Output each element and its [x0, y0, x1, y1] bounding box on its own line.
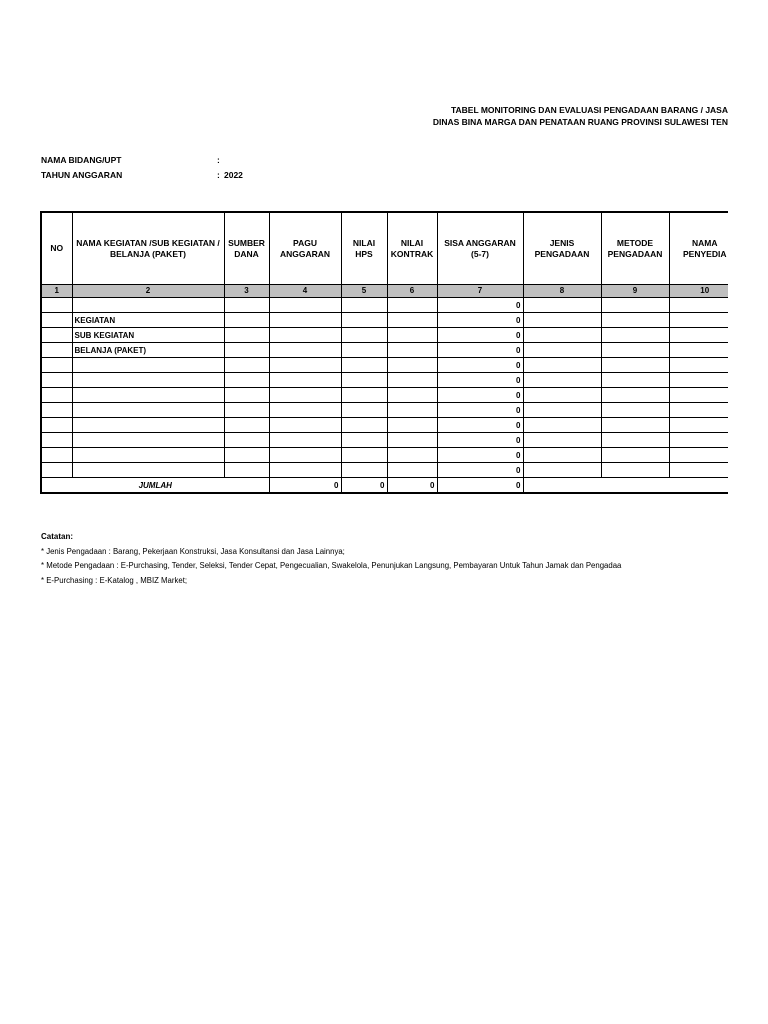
table-cell: [224, 448, 269, 463]
table-cell: [669, 388, 728, 403]
meta-bidang: [41, 155, 224, 165]
tahun-colon: :: [217, 170, 220, 180]
table-row: [41, 313, 728, 328]
table-cell: [523, 388, 601, 403]
table-cell: [41, 388, 72, 403]
cell-sisa-anggaran: 0: [437, 328, 523, 343]
table-cell: [601, 358, 669, 373]
table-cell: [224, 373, 269, 388]
total-empty: [523, 478, 728, 494]
table-cell: [41, 373, 72, 388]
table-cell: [41, 433, 72, 448]
monitoring-table: [40, 211, 728, 494]
table-cell: [269, 358, 341, 373]
table-cell: [601, 328, 669, 343]
table-cell: [269, 403, 341, 418]
header-nilai-hps: NILAI HPS: [341, 212, 387, 285]
cell-sisa-anggaran: 0: [437, 373, 523, 388]
colnum-1: 1: [41, 285, 72, 298]
table-cell: [269, 343, 341, 358]
colnum-6: 6: [387, 285, 437, 298]
table-cell: [601, 313, 669, 328]
cell-sisa-anggaran: 0: [437, 343, 523, 358]
table-cell: [601, 463, 669, 478]
table-cell: [387, 373, 437, 388]
table-cell: [669, 403, 728, 418]
cell-sisa-anggaran: 0: [437, 448, 523, 463]
monitoring-table-wrapper: [40, 211, 728, 494]
cell-sisa-anggaran: 0: [437, 403, 523, 418]
note-e-purchasing: * E-Purchasing : E-Katalog , MBIZ Market;: [41, 575, 188, 585]
table-cell: [387, 313, 437, 328]
table-cell: [523, 343, 601, 358]
header-jenis-pengadaan: JENIS PENGADAAN: [523, 212, 601, 285]
table-cell: [601, 343, 669, 358]
table-row: [41, 388, 728, 403]
table-cell: [341, 358, 387, 373]
table-cell: [269, 433, 341, 448]
table-cell: [224, 403, 269, 418]
bidang-colon: :: [217, 155, 220, 165]
header-nilai-kontrak: NILAI KONTRAK: [387, 212, 437, 285]
table-cell: [269, 313, 341, 328]
table-cell: [601, 448, 669, 463]
table-row: [41, 418, 728, 433]
table-cell: [387, 388, 437, 403]
total-label: JUMLAH: [41, 478, 269, 494]
table-cell: [41, 448, 72, 463]
table-cell: [224, 463, 269, 478]
table-cell: [224, 388, 269, 403]
table-cell: [387, 403, 437, 418]
cell-nama-kegiatan: [72, 418, 224, 433]
cell-sisa-anggaran: 0: [437, 388, 523, 403]
header-no: NO: [41, 212, 72, 285]
table-cell: [41, 298, 72, 313]
table-cell: [669, 358, 728, 373]
table-cell: [224, 358, 269, 373]
colnum-9: 9: [601, 285, 669, 298]
table-row: [41, 403, 728, 418]
total-sisa: 0: [437, 478, 523, 494]
header-nama-kegiatan: NAMA KEGIATAN /SUB KEGIATAN / BELANJA (PAKET): [72, 212, 224, 285]
table-cell: [341, 373, 387, 388]
table-cell: [523, 373, 601, 388]
table-cell: [601, 298, 669, 313]
table-cell: [523, 298, 601, 313]
note-metode-pengadaan: * Metode Pengadaan : E-Purchasing, Tender, Seleksi, Tender Cepat, Pengecualian, Swakelola, Penunjukan Langsung, Pembayaran Untuk Tahun Jamak dan Pengadaa: [41, 561, 622, 570]
cell-sisa-anggaran: 0: [437, 433, 523, 448]
table-cell: [41, 463, 72, 478]
table-cell: [269, 463, 341, 478]
table-cell: [523, 448, 601, 463]
note-jenis-pengadaan: * Jenis Pengadaan : Barang, Pekerjaan Konstruksi, Jasa Konsultansi dan Jasa Lainnya;: [41, 546, 345, 556]
cell-sisa-anggaran: 0: [437, 358, 523, 373]
table-cell: [669, 343, 728, 358]
table-cell: [41, 313, 72, 328]
table-cell: [269, 418, 341, 433]
table-cell: [523, 433, 601, 448]
table-cell: [523, 328, 601, 343]
table-cell: [269, 373, 341, 388]
table-cell: [523, 403, 601, 418]
table-cell: [341, 418, 387, 433]
table-cell: [601, 433, 669, 448]
colnum-8: 8: [523, 285, 601, 298]
table-cell: [341, 313, 387, 328]
total-pagu: 0: [269, 478, 341, 494]
table-cell: [601, 388, 669, 403]
tahun-value: 2022: [224, 170, 243, 180]
table-row: [41, 448, 728, 463]
table-cell: [341, 463, 387, 478]
table-cell: [669, 328, 728, 343]
table-cell: [601, 373, 669, 388]
table-cell: [601, 418, 669, 433]
table-cell: [387, 448, 437, 463]
cell-nama-kegiatan: [72, 358, 224, 373]
table-body: [41, 298, 728, 478]
table-row: [41, 433, 728, 448]
table-cell: [387, 463, 437, 478]
table-cell: [669, 418, 728, 433]
table-cell: [669, 313, 728, 328]
table-cell: [224, 313, 269, 328]
table-cell: [341, 448, 387, 463]
table-cell: [41, 358, 72, 373]
table-cell: [387, 433, 437, 448]
table-cell: [669, 448, 728, 463]
table-row: [41, 298, 728, 313]
table-cell: [387, 418, 437, 433]
table-cell: [669, 463, 728, 478]
table-cell: [523, 358, 601, 373]
header-sisa-anggaran: SISA ANGGARAN (5-7): [437, 212, 523, 285]
header-sumber-dana: SUMBER DANA: [224, 212, 269, 285]
cell-sisa-anggaran: 0: [437, 463, 523, 478]
meta-tahun: [41, 170, 243, 180]
table-row: [41, 373, 728, 388]
table-row: [41, 343, 728, 358]
table-cell: [224, 343, 269, 358]
cell-nama-kegiatan: [72, 373, 224, 388]
table-cell: [269, 298, 341, 313]
table-cell: [669, 373, 728, 388]
total-kontrak: 0: [387, 478, 437, 494]
colnum-2: 2: [72, 285, 224, 298]
total-hps: 0: [341, 478, 387, 494]
notes-heading: Catatan:: [41, 532, 74, 541]
table-cell: [269, 328, 341, 343]
cell-sisa-anggaran: 0: [437, 418, 523, 433]
table-cell: [387, 343, 437, 358]
table-cell: [41, 328, 72, 343]
cell-nama-kegiatan: KEGIATAN: [72, 313, 224, 328]
table-cell: [269, 448, 341, 463]
table-cell: [224, 418, 269, 433]
bidang-label: NAMA BIDANG/UPT: [41, 155, 122, 165]
table-cell: [669, 298, 728, 313]
table-cell: [341, 388, 387, 403]
table-cell: [269, 388, 341, 403]
table-row: [41, 463, 728, 478]
cell-nama-kegiatan: BELANJA (PAKET): [72, 343, 224, 358]
document-title-line2: DINAS BINA MARGA DAN PENATAAN RUANG PROVINSI SULAWESI TEN: [432, 117, 728, 127]
table-cell: [341, 403, 387, 418]
cell-sisa-anggaran: 0: [437, 313, 523, 328]
colnum-7: 7: [437, 285, 523, 298]
cell-nama-kegiatan: [72, 433, 224, 448]
table-cell: [387, 358, 437, 373]
cell-nama-kegiatan: [72, 448, 224, 463]
colnum-3: 3: [224, 285, 269, 298]
table-cell: [224, 298, 269, 313]
table-row: [41, 328, 728, 343]
cell-nama-kegiatan: [72, 298, 224, 313]
cell-nama-kegiatan: [72, 388, 224, 403]
table-cell: [41, 403, 72, 418]
colnum-4: 4: [269, 285, 341, 298]
table-cell: [523, 418, 601, 433]
table-header-row: [41, 212, 728, 285]
table-cell: [41, 418, 72, 433]
tahun-label: TAHUN ANGGARAN: [41, 170, 123, 180]
cell-nama-kegiatan: [72, 403, 224, 418]
table-cell: [224, 328, 269, 343]
table-cell: [523, 313, 601, 328]
table-cell: [41, 343, 72, 358]
table-cell: [341, 433, 387, 448]
colnum-10: 10: [669, 285, 728, 298]
column-number-row: [41, 285, 728, 298]
table-cell: [387, 328, 437, 343]
header-metode-pengadaan: METODE PENGADAAN: [601, 212, 669, 285]
table-cell: [224, 433, 269, 448]
table-cell: [341, 298, 387, 313]
table-cell: [669, 433, 728, 448]
colnum-5: 5: [341, 285, 387, 298]
header-pagu-anggaran: PAGU ANGGARAN: [269, 212, 341, 285]
table-cell: [523, 463, 601, 478]
cell-nama-kegiatan: SUB KEGIATAN: [72, 328, 224, 343]
cell-nama-kegiatan: [72, 463, 224, 478]
table-cell: [341, 328, 387, 343]
table-cell: [341, 343, 387, 358]
header-nama-penyedia: NAMA PENYEDIA: [669, 212, 728, 285]
table-cell: [387, 298, 437, 313]
document-title-line1: TABEL MONITORING DAN EVALUASI PENGADAAN BARANG / JASA: [450, 105, 728, 115]
table-cell: [601, 403, 669, 418]
total-row: [41, 478, 728, 494]
cell-sisa-anggaran: 0: [437, 298, 523, 313]
notes-section: [41, 530, 728, 588]
table-row: [41, 358, 728, 373]
